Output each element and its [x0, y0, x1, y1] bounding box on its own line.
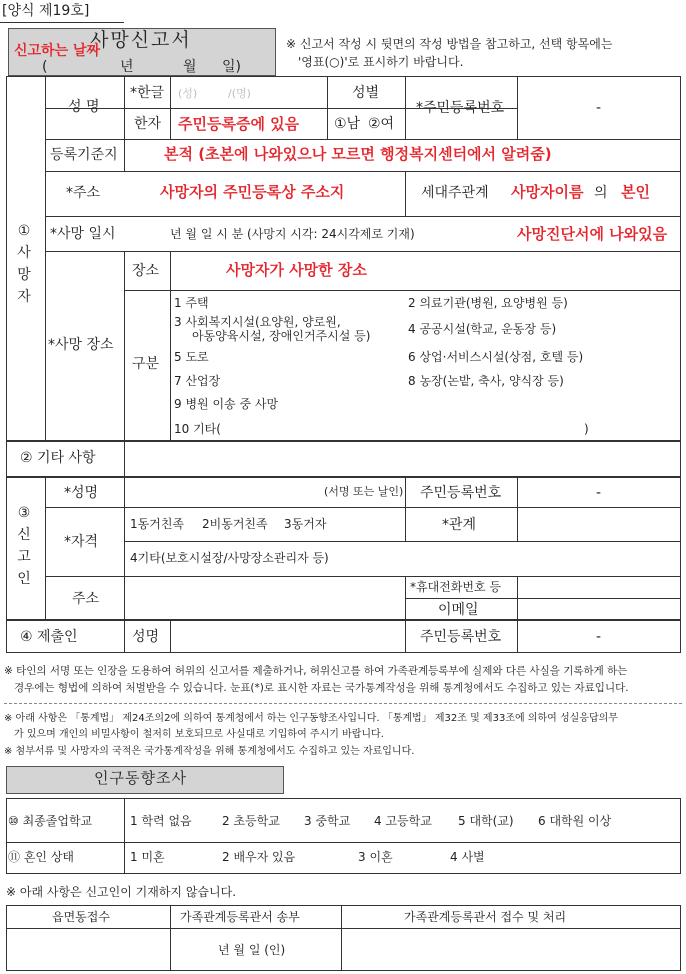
- warning-note-line-1: ※ 타인의 서명 또는 인장을 도용하여 허위의 신고서를 제출하거나, 허위신고를 하여 가족관계등록부에 실제와 다른 사실을 기록하게 하는: [4, 665, 628, 677]
- stats-note-line-2: 가 있으며 개인의 비밀사항이 철저히 보호되므로 사실대로 기입하여 주시기 바랍니다.: [14, 729, 384, 740]
- death-datetime-fields[interactable]: 년 월 일 시 분 (사망지 시각: 24시각제로 기재): [170, 227, 415, 241]
- form-title: 사망신고서: [90, 29, 192, 51]
- date-month: 월: [183, 59, 197, 75]
- name-label: 성 명: [68, 99, 100, 115]
- hanja-label: 한자: [134, 116, 162, 132]
- qual-other[interactable]: 4기타(보호시설장/사망장소관리자 등): [130, 551, 329, 565]
- category-welfare[interactable]: 3 사회복지시설(요양원, 양로원,: [174, 315, 341, 329]
- hangul-label: *한글: [130, 85, 165, 101]
- reporter-rrn-label: 주민등록번호: [420, 485, 502, 501]
- edu-middle[interactable]: 3 중학교: [304, 814, 351, 828]
- sex-label: 성별: [352, 85, 380, 101]
- date-year: 년: [120, 59, 134, 75]
- address-label: *주소: [66, 185, 101, 201]
- category-home[interactable]: 1 주택: [174, 296, 209, 310]
- category-other[interactable]: 10 기타(: [174, 422, 221, 436]
- edu-elementary[interactable]: 2 초등학교: [222, 814, 280, 828]
- marital-widowed[interactable]: 4 사별: [450, 850, 485, 864]
- household-label: 세대주관계: [421, 185, 489, 201]
- office-col-receipt: 읍면동접수: [52, 910, 110, 924]
- office-col-process: 가족관계등록관서 접수 및 처리: [404, 910, 567, 924]
- deceased-section-label: ① 사 망 자: [17, 223, 31, 305]
- relation-label: *관계: [442, 517, 477, 533]
- marital-single[interactable]: 1 미혼: [130, 850, 165, 864]
- reporter-name-label: *성명: [64, 485, 99, 501]
- signature-hint: (서명 또는 날인): [324, 485, 404, 498]
- household-name-note[interactable]: 사망자이름: [511, 183, 584, 201]
- death-datetime-label: *사망 일시: [50, 226, 116, 242]
- date-open: (: [42, 59, 48, 75]
- stats-note-line-3: ※ 첨부서류 및 사망자의 국적은 국가통계작성을 위해 통계청에서도 수집하고 있는 자료입니다.: [4, 746, 415, 757]
- hangul-surname-hint: (성): [178, 87, 198, 100]
- category-medical[interactable]: 2 의료기관(병원, 요양병원 등): [408, 296, 568, 310]
- warning-note-line-2: 경우에는 형법에 의하여 처벌받을 수 있습니다. 눈표(*)로 표시한 자료는 국가통계작성을 위해 통계청에서도 수집하고 있는 자료입니다.: [14, 682, 629, 694]
- education-label: ⑩ 최종졸업학교: [8, 814, 93, 828]
- category-road[interactable]: 5 도로: [174, 350, 209, 364]
- survey-title: 인구동향조사: [94, 769, 187, 787]
- reporter-section-label: ③ 신 고 인: [17, 505, 31, 587]
- place-sub-label: 장소: [132, 263, 160, 279]
- edu-none[interactable]: 1 학력 없음: [130, 814, 192, 828]
- death-datetime-note: 사망진단서에 나와있음: [517, 225, 668, 243]
- category-other-close: ): [584, 422, 589, 436]
- email-label: 이메일: [438, 602, 479, 618]
- qual-cohabiting-relative[interactable]: 1동거친족: [130, 517, 185, 531]
- phone-label: *휴대전화번호 등: [410, 580, 501, 594]
- category-industrial[interactable]: 7 산업장: [174, 374, 221, 388]
- edu-college[interactable]: 5 대학(교): [458, 814, 514, 828]
- date-day: 일): [222, 59, 241, 75]
- instruction-line-1: ※ 신고서 작성 시 뒷면의 작성 방법을 참고하고, 선택 항목에는: [286, 37, 613, 51]
- submitter-label: ④ 제출인: [20, 629, 78, 645]
- instruction-line-2: '영표(○)'로 표시하기 바랍니다.: [298, 55, 464, 69]
- office-note: ※ 아래 사항은 신고인이 기재하지 않습니다.: [6, 885, 237, 899]
- marital-divorced[interactable]: 3 이혼: [358, 850, 393, 864]
- rrn-label: *주민등록번호: [416, 100, 505, 116]
- hanja-name-note[interactable]: 주민등록증에 있음: [178, 115, 300, 133]
- marital-label: ⑪ 혼인 상태: [8, 850, 74, 864]
- qualification-label: *자격: [64, 534, 99, 550]
- edu-graduate[interactable]: 6 대학원 이상: [538, 814, 612, 828]
- other-matters-label: ② 기타 사항: [20, 450, 96, 466]
- address-note[interactable]: 사망자의 주민등록상 주소지: [160, 183, 345, 201]
- report-date-note: 신고하는 날짜: [14, 43, 101, 59]
- household-of: 의: [594, 185, 608, 201]
- rrn-value[interactable]: -: [596, 100, 602, 116]
- edu-high[interactable]: 4 고등학교: [374, 814, 432, 828]
- category-farm[interactable]: 8 농장(논밭, 축사, 양식장 등): [408, 374, 564, 388]
- category-label: 구분: [132, 356, 160, 372]
- category-public[interactable]: 4 공공시설(학교, 운동장 등): [408, 322, 557, 336]
- category-transfer[interactable]: 9 병원 이송 중 사망: [174, 397, 279, 411]
- submitter-rrn-value[interactable]: -: [596, 629, 602, 645]
- place-note[interactable]: 사망자가 사망한 장소: [226, 261, 367, 279]
- household-self-note[interactable]: 본인: [621, 183, 650, 201]
- marital-married[interactable]: 2 배우자 있음: [222, 850, 296, 864]
- registry-note[interactable]: 본적 (초본에 나와있으나 모르면 행정복지센터에서 알려줌): [164, 145, 552, 163]
- hangul-given-hint: /(명): [228, 87, 251, 100]
- form-number: [양식 제19호]: [2, 3, 90, 19]
- stats-note-line-1: ※ 아래 사항은 「통계법」 제24조의2에 의하여 통계청에서 하는 인구동향조사입니다. 「통계법」 제32조 및 제33조에 의하여 성실응답의무: [4, 713, 618, 724]
- submitter-rrn-label: 주민등록번호: [420, 629, 502, 645]
- qual-noncohabiting-relative[interactable]: 2비동거친족: [202, 517, 268, 531]
- office-date-seal: 년 월 일 (인): [218, 943, 286, 957]
- reporter-address-label: 주소: [72, 591, 100, 607]
- sex-option-female[interactable]: ②여: [368, 116, 395, 132]
- sex-option-male[interactable]: ①남: [334, 116, 361, 132]
- hangul-name-input[interactable]: [172, 80, 324, 106]
- category-welfare-cont: 아동양육시설, 장애인거주시설 등): [192, 329, 371, 343]
- submitter-name-label: 성명: [132, 629, 160, 645]
- category-commercial[interactable]: 6 상업·서비스시설(상점, 호텔 등): [408, 350, 584, 364]
- office-col-send: 가족관계등록관서 송부: [180, 910, 300, 924]
- qual-cohabitant[interactable]: 3동거자: [284, 517, 327, 531]
- survey-table: [6, 798, 681, 874]
- registry-label: 등록기준지: [50, 147, 118, 163]
- death-place-label: *사망 장소: [48, 337, 114, 353]
- reporter-rrn-value[interactable]: -: [596, 485, 602, 501]
